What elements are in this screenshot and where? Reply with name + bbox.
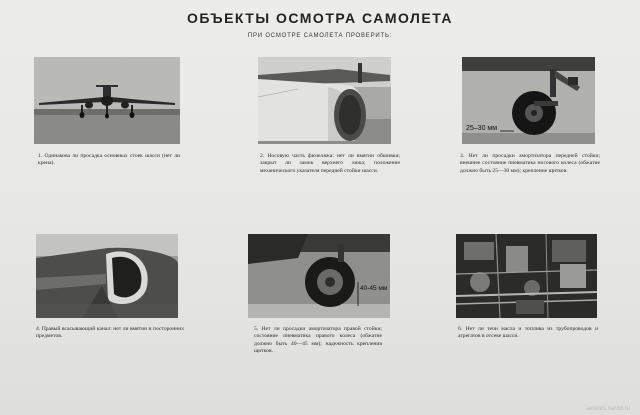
caption-2: 2. Носовую часть фюзеляжа: нет ли вмятин обшивки; закрыт ли замок верхнего люка; положение механического указателя передней стойки шасси. bbox=[260, 153, 400, 174]
photo-aircraft-front bbox=[34, 57, 180, 144]
page-subtitle: ПРИ ОСМОТРЕ САМОЛЕТА ПРОВЕРИТЬ: bbox=[247, 33, 393, 39]
photo-gear-bay bbox=[456, 234, 597, 318]
caption-5: 5. Нет ли просадки амортизатора правой стойки; состояние пневматика правого колеса (обжатие должно быть 40—45 мм); надежность крепления щитков. bbox=[254, 326, 382, 354]
nose-wheel-measure-label: 25–30 мм bbox=[466, 125, 498, 132]
photo-air-intake bbox=[36, 234, 178, 318]
caption-3: 3. Нет ли просадки амортизатора передней стойки; внешнее состояние пневматика носового колеса (обжатие должно быть 25—30 мм); крепление щитков. bbox=[460, 153, 600, 174]
caption-6: 6. Нет ли течи масла и топлива из трубопроводов и агрегатов в отсеке шасси. bbox=[458, 326, 598, 340]
watermark: airaces.narod.ru bbox=[586, 406, 630, 412]
caption-4: 4. Правый всасывающий канал: нет ли вмятин и посторонних предметов. bbox=[36, 326, 184, 340]
page-title: ОБЪЕКТЫ ОСМОТРА САМОЛЕТА bbox=[186, 10, 453, 26]
caption-1: 1. Одинакова ли просадка основных стоек шасси (нет ли крена). bbox=[38, 153, 180, 167]
photo-nose-fuselage bbox=[258, 57, 391, 144]
right-wheel-measure-label: 40-45 мм bbox=[360, 285, 388, 292]
photo-right-wheel bbox=[248, 234, 390, 318]
photo-nose-wheel bbox=[462, 57, 595, 144]
